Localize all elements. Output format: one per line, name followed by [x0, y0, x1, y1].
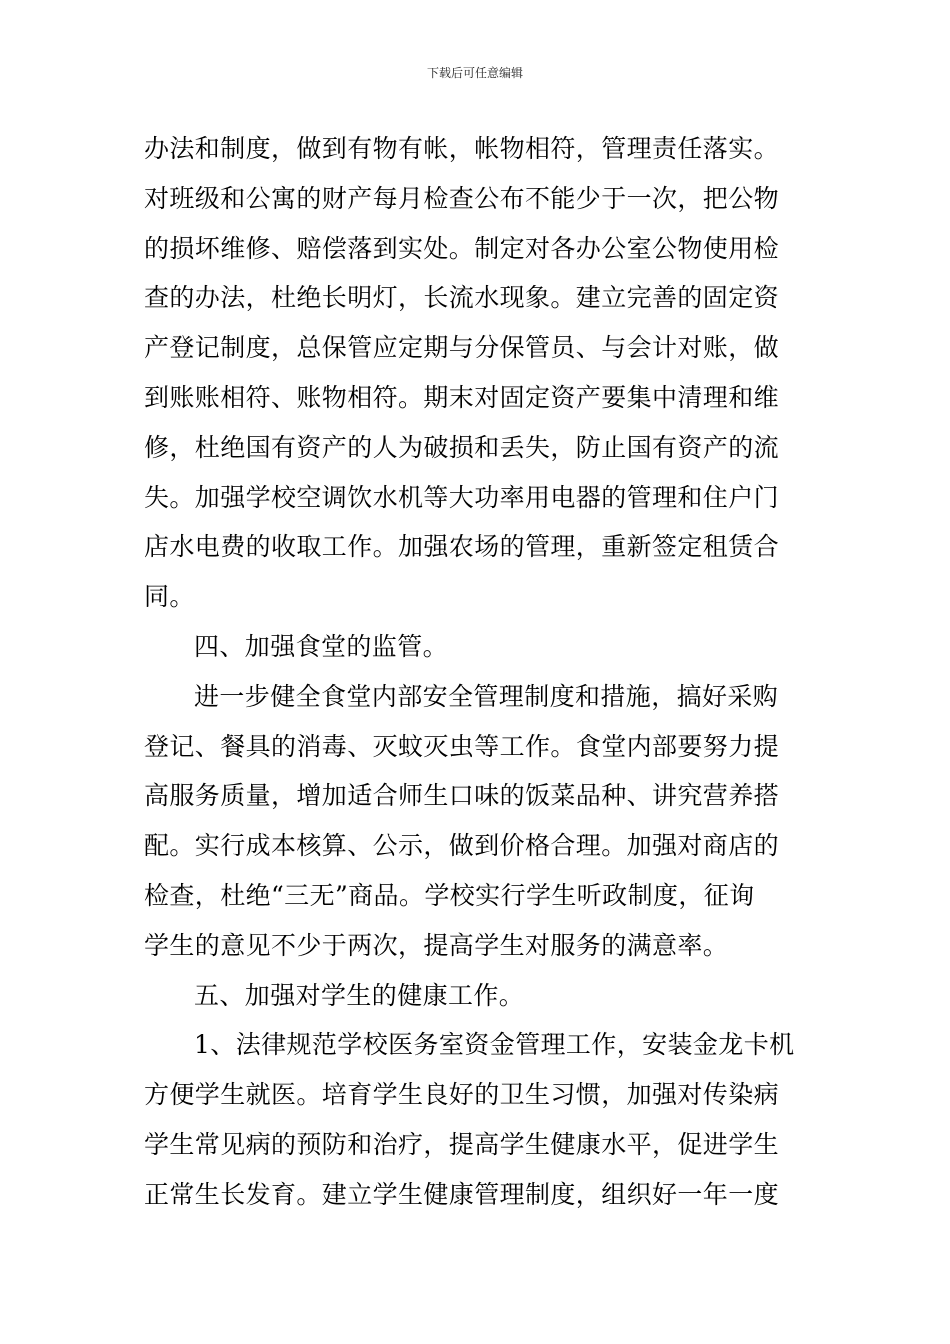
text-line: 配。实行成本核算、公示，做到价格合理。加强对商店的: [144, 831, 780, 861]
text-line: 进一步健全食堂内部安全管理制度和措施，搞好采购: [194, 681, 779, 711]
text-line: 学生常见病的预防和治疗，提高学生健康水平，促进学生: [144, 1129, 780, 1159]
text-line: 方便学生就医。培育学生良好的卫生习惯，加强对传染病: [144, 1080, 780, 1110]
text-line: 检查，杜绝“三无”商品。学校实行学生听政制度，征询: [144, 880, 755, 910]
text-line: 学生的意见不少于两次，提高学生对服务的满意率。: [144, 930, 729, 960]
text-line: 高服务质量，增加适合师生口味的饭菜品种、讲究营养搭: [144, 781, 780, 811]
text-line: 1、法律规范学校医务室资金管理工作，安装金龙卡机: [194, 1030, 795, 1060]
text-line: 办法和制度，做到有物有帐，帐物相符，管理责任落实。: [144, 134, 780, 163]
text-line: 失。加强学校空调饮水机等大功率用电器的管理和住户门: [144, 482, 780, 512]
text-line: 到账账相符、账物相符。期末对固定资产要集中清理和维: [144, 382, 780, 412]
page-header: 下载后可任意编辑: [426, 66, 523, 80]
text-line: 店水电费的收取工作。加强农场的管理，重新签定租赁合: [144, 532, 780, 562]
text-line: 修，杜绝国有资产的人为破损和丢失，防止国有资产的流: [144, 432, 780, 462]
text-line: 的损坏维修、赔偿落到实处。制定对各办公室公物使用检: [144, 233, 780, 263]
document-body: [144, 124, 808, 1220]
text-line: 正常生长发育。建立学生健康管理制度，组织好一年一度: [144, 1179, 780, 1209]
text-line: 同。: [144, 582, 195, 612]
text-line: 登记、餐具的消毒、灭蚊灭虫等工作。食堂内部要努力提: [144, 731, 780, 761]
text-line: 查的办法，杜绝长明灯，长流水现象。建立完善的固定资: [144, 283, 780, 313]
section-heading: 四、加强食堂的监管。: [194, 631, 449, 661]
section-heading: 五、加强对学生的健康工作。: [194, 980, 525, 1010]
text-line: 对班级和公寓的财产每月检查公布不能少于一次，把公物: [144, 183, 780, 213]
text-line: 产登记制度，总保管应定期与分保管员、与会计对账，做: [144, 333, 780, 363]
